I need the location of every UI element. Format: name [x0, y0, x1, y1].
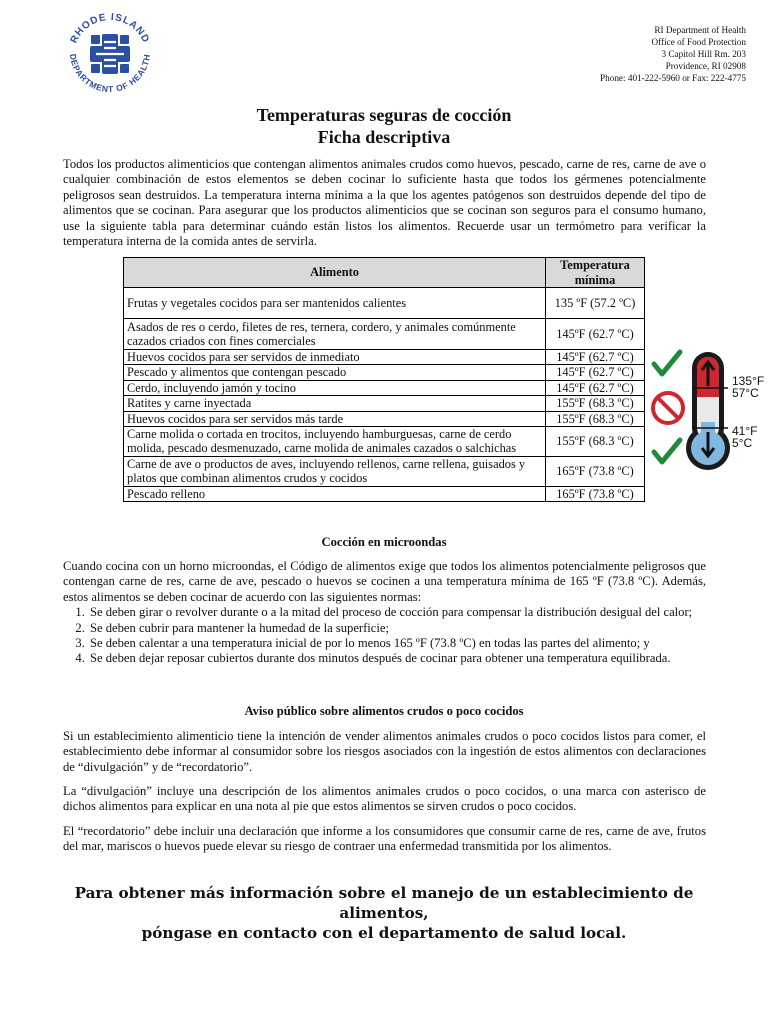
food-cell: Frutas y vegetales cocidos para ser mantenidos calientes [124, 288, 546, 319]
table-row [124, 319, 645, 350]
rhode-island-health-logo [60, 12, 160, 100]
food-cell: Ratites y carne inyectada [124, 396, 546, 411]
header-food: Alimento [124, 258, 546, 288]
table-row [124, 350, 645, 365]
temp-cell: 145ºF (62.7 ºC) [546, 365, 645, 380]
food-cell: Pescado relleno [124, 486, 546, 501]
title-line-2: Ficha descriptiva [317, 127, 451, 147]
notice-paragraph-2: La “divulgación” incluye una descripción de los alimentos animales crudos o poco cocidos, o una marca con asterisco de dichos alimentos para explicar en una nota al pie que estos alimentos se sirven crudos o poco cocidos. [63, 784, 706, 814]
table-row [124, 411, 645, 426]
food-cell: Pescado y alimentos que contengan pescado [124, 365, 546, 380]
address-phone: Phone: 401-222-5960 or Fax: 222-4775 [600, 73, 746, 83]
table-row [124, 427, 645, 457]
logo-bottom-text: DEPARTMENT OF HEALTH [67, 53, 153, 95]
food-cell: Huevos cocidos para ser servidos más tarde [124, 411, 546, 426]
no-entry-icon [653, 393, 683, 423]
thermometer-illustration [648, 348, 766, 472]
list-item: 4. Se deben dejar reposar cubiertos durante dos minutos después de cocinar para obtener una temperatura equilibrada. [88, 651, 706, 666]
temp-cell: 155ºF (68.3 ºC) [546, 411, 645, 426]
microwave-intro: Cuando cocina con un horno microondas, el Código de alimentos exige que todos los alimentos potencialmente peligrosos que contengan carne de res, carne de ave, pescado o huevos se cocinen a una temperatura mínima de 165 ºF (73.8 ºC). Además, estos alimentos se deben cocinar de acuerdo con las siguientes normas: [63, 559, 706, 604]
temp-cell: 135 ºF (57.2 ºC) [546, 288, 645, 319]
temp-cell: 155ºF (68.3 ºC) [546, 396, 645, 411]
temperature-table [123, 257, 645, 502]
intro-paragraph: Todos los productos alimenticios que contengan alimentos animales crudos como huevos, pescado, carne de res, carne de ave o cualquier combinación de estos elementos se deben cocinar lo suficiente hasta que todos los gérmenes potencialmente peligrosos sean destruidos. La temperatura interna mínima a la que los agentes patógenos son destruidos depende del tipo de alimentos que se cocinan. Para asegurar que los productos alimenticios que se cocinan son seguros para el consumo humano, use la siguiente tabla para determinar cuándo están listos los alimentos. Recuerde usar un termómetro para verificar la temperatura interna de la comida antes de servirla. [63, 157, 706, 249]
hot-f-label: 135°F [732, 374, 765, 388]
address-line: Office of Food Protection [651, 37, 746, 47]
hot-c-label: 57°C [732, 386, 759, 400]
table-row [124, 365, 645, 380]
logo-top-text: RHODE ISLAND [68, 12, 152, 46]
cold-c-label: 5°C [732, 436, 753, 450]
address-line: Providence, RI 02908 [665, 61, 746, 71]
list-item: 2. Se deben cubrir para mantener la humedad de la superficie; [88, 621, 706, 636]
food-cell: Carne molida o cortada en trocitos, incluyendo hamburguesas, carne de cerdo molida, pescado desmenuzado, carne molida de animales cazados o salchichas [124, 427, 546, 457]
table-row [124, 396, 645, 411]
title-line-1: Temperaturas seguras de cocción [256, 105, 512, 125]
header-temp: Temperatura mínima [546, 258, 645, 288]
table-row [124, 456, 645, 486]
food-cell: Huevos cocidos para ser servidos de inmediato [124, 350, 546, 365]
list-item: 1. Se deben girar o revolver durante o a la mitad del proceso de cocción para compensar la distribución desigual del calor; [88, 605, 706, 620]
address-line: 3 Capitol Hill Rm. 203 [661, 49, 746, 59]
agency-address [600, 24, 746, 84]
temp-cell: 145ºF (62.7 ºC) [546, 380, 645, 395]
table-row [124, 288, 645, 319]
page-title [0, 104, 768, 148]
table-header-row [124, 258, 645, 288]
notice-paragraph-1: Si un establecimiento alimenticio tiene la intención de vender alimentos animales crudos o poco cocidos listos para comer, el establecimiento debe informar al consumidor sobre los riesgos asociados con la ingestión de estos alimentos con declaraciones de “divulgación” y de “recordatorio”. [63, 729, 706, 774]
food-cell: Carne de ave o productos de aves, incluyendo rellenos, carne rellena, guisados y platos que combinan alimentos crudos y cocidos [124, 456, 546, 486]
notice-heading: Aviso público sobre alimentos crudos o poco cocidos [244, 704, 524, 718]
temp-cell: 165ºF (73.8 ºC) [546, 456, 645, 486]
food-cell: Cerdo, incluyendo jamón y tocino [124, 380, 546, 395]
cold-f-label: 41°F [732, 424, 758, 438]
address-line: RI Department of Health [654, 25, 746, 35]
table-row [124, 486, 645, 501]
temp-cell: 155ºF (68.3 ºC) [546, 427, 645, 457]
check-mark-icon [654, 352, 680, 374]
food-cell: Asados de res o cerdo, filetes de res, ternera, cordero, y animales comúnmente cazados criados con fines comerciales [124, 319, 546, 350]
microwave-section [63, 559, 706, 667]
footer-line-2: póngase en contacto con el departamento de salud local. [141, 924, 627, 942]
footer-line-1: Para obtener más información sobre el manejo de un establecimiento de alimentos, [74, 884, 694, 922]
table-row [124, 380, 645, 395]
temp-cell: 145ºF (62.7 ºC) [546, 319, 645, 350]
temp-cell: 145ºF (62.7 ºC) [546, 350, 645, 365]
temp-cell: 165ºF (73.8 ºC) [546, 486, 645, 501]
notice-paragraph-3: El “recordatorio” debe incluir una declaración que informe a los consumidores que consumir carne de res, carne de ave, frutos del mar, mariscos o huevos puede elevar su riesgo de contraer una enfermedad transmitida por los alimentos. [63, 824, 706, 854]
thermometer-icon [686, 352, 730, 470]
microwave-heading: Cocción en microondas [321, 535, 447, 549]
footer-contact-note [40, 883, 728, 943]
microwave-rules-list [63, 605, 706, 667]
list-item: 3. Se deben calentar a una temperatura inicial de por lo menos 165 ºF (73.8 ºC) en todas las partes del alimento; y [88, 636, 706, 651]
check-mark-icon [654, 440, 680, 462]
